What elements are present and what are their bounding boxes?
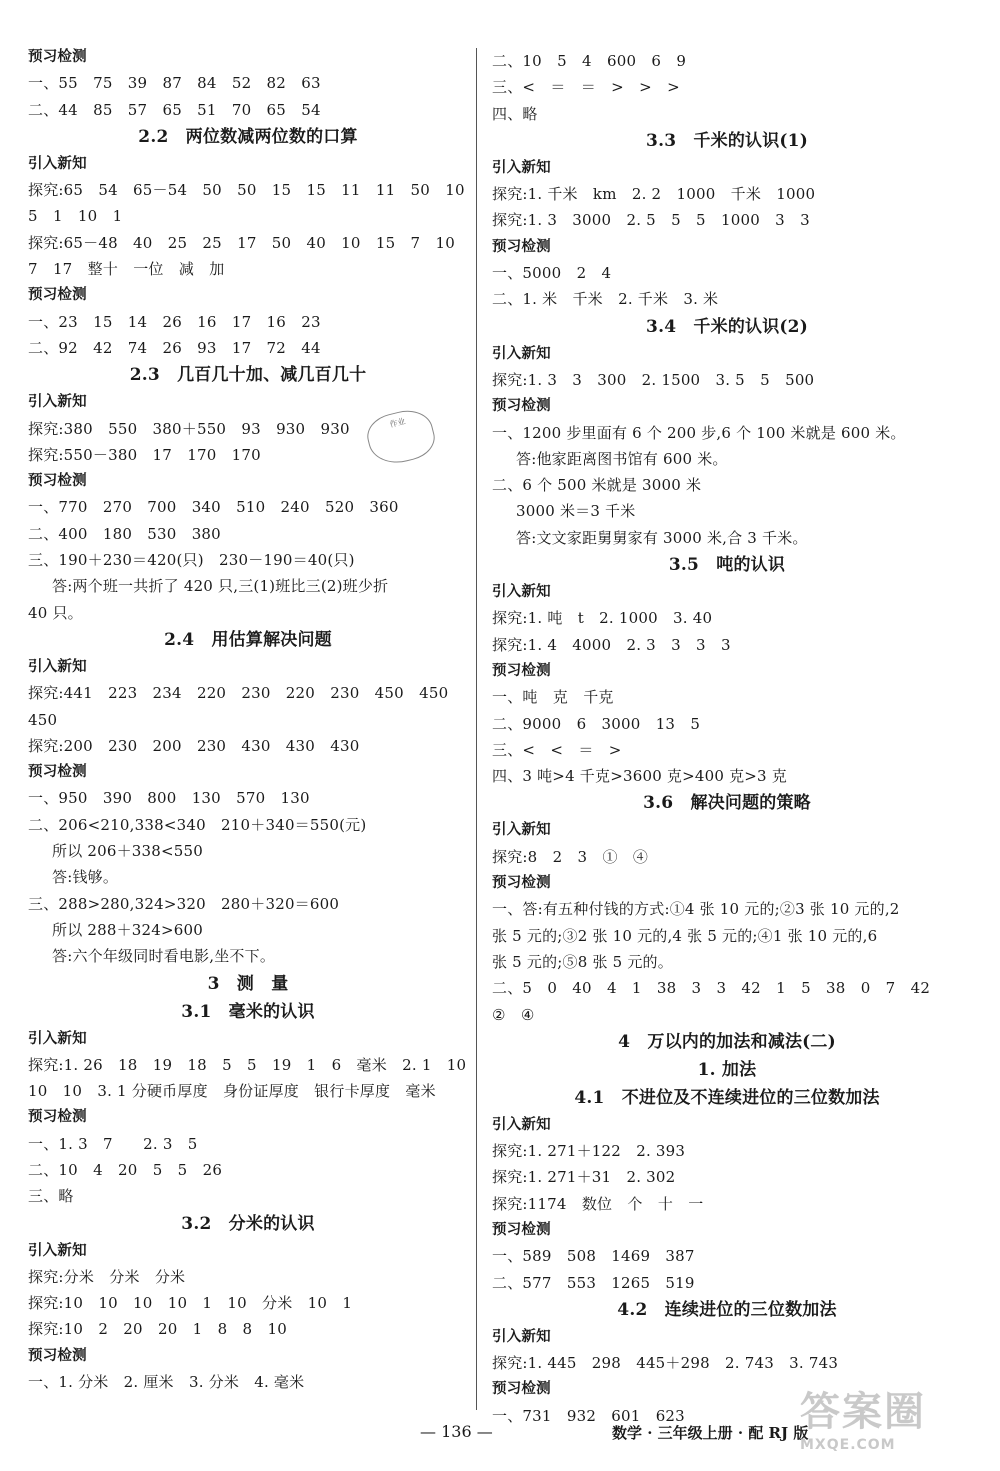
answer-line: 三、190＋230＝420(只) 230－190＝40(只) — [28, 551, 355, 570]
answer-line: 一、731 932 601 623 — [492, 1406, 685, 1425]
answer-line: 所以 288＋324>600 — [52, 920, 204, 939]
answer-line: 探究:65－48 40 25 25 17 50 40 10 15 7 10 — [28, 233, 455, 252]
answer-line: 一、23 15 14 26 16 17 16 23 — [28, 312, 321, 331]
answer-line: 答:钱够。 — [52, 868, 119, 887]
answer-line: 三、< < ＝ > — [492, 740, 622, 759]
section-title: 2.2 两位数减两位数的口算 — [138, 126, 358, 147]
answer-line: 二、9000 6 3000 13 5 — [492, 714, 701, 733]
section-title: 3 测 量 — [207, 973, 289, 994]
section-label: 预习检测 — [28, 1109, 87, 1126]
answer-line: 探究:1. 3 3000 2. 5 5 5 1000 3 3 — [492, 211, 810, 230]
answer-line: 答:文文家距舅舅家有 3000 米,合 3 千米。 — [516, 528, 808, 547]
answer-line: 探究:1. 271＋122 2. 393 — [492, 1142, 686, 1161]
answer-line: 一、1. 3 7 2. 3 5 — [28, 1134, 198, 1153]
answer-line: 一、答:有五种付钱的方式:①4 张 10 元的;②3 张 10 元的,2 — [492, 900, 900, 919]
answer-line: ② ④ — [492, 1005, 535, 1024]
section-label: 引入新知 — [492, 1328, 551, 1345]
answer-line: 一、55 75 39 87 84 52 82 63 — [28, 74, 321, 93]
answer-line: 5 1 10 1 — [28, 207, 123, 226]
answer-line: 一、950 390 800 130 570 130 — [28, 789, 310, 808]
section-title: 1. 加法 — [697, 1059, 757, 1080]
section-label: 引入新知 — [28, 1030, 87, 1047]
section-label: 预习检测 — [492, 662, 551, 679]
answer-line: 探究:1. 吨 t 2. 1000 3. 40 — [492, 609, 713, 628]
answer-line: 探究:10 10 10 10 1 10 分米 10 1 — [28, 1294, 353, 1313]
answer-line: 探究:380 550 380＋550 93 930 930 — [28, 419, 350, 438]
watermark-logo: 答案圈 — [800, 1389, 926, 1435]
answer-line: 三、288>280,324>320 280＋320＝600 — [28, 894, 340, 913]
answer-line: 张 5 元的;③2 张 10 元的,4 张 5 元的;④1 张 10 元的,6 — [492, 926, 878, 945]
section-label: 引入新知 — [28, 658, 87, 675]
answer-line: 二、10 5 4 600 6 9 — [492, 52, 687, 70]
answer-line: 答:两个班一共折了 420 只,三(1)班比三(2)班少折 — [52, 577, 389, 596]
answer-line: 一、589 508 1469 387 — [492, 1247, 695, 1266]
answer-line: 一、1200 步里面有 6 个 200 步,6 个 100 米就是 600 米。 — [492, 423, 906, 442]
answer-line: 三、< ＝ ＝ > > > — [492, 78, 680, 97]
section-label: 引入新知 — [492, 159, 551, 176]
answer-line: 3000 米＝3 千米 — [516, 502, 636, 521]
answer-line: 二、400 180 530 380 — [28, 524, 221, 543]
answer-line: 探究:550－380 17 170 170 — [28, 445, 261, 464]
section-label: 引入新知 — [492, 584, 551, 601]
answer-line: 10 10 3. 1 分硬币厚度 身份证厚度 银行卡厚度 毫米 — [28, 1082, 436, 1101]
section-label: 引入新知 — [28, 394, 87, 411]
answer-line: 7 17 整十 一位 减 加 — [28, 260, 225, 279]
section-title: 3.5 吨的认识 — [668, 555, 786, 576]
section-label: 引入新知 — [492, 1116, 551, 1133]
section-title: 3.4 千米的认识(2) — [646, 316, 808, 337]
section-label: 预习检测 — [492, 398, 551, 415]
section-label: 引入新知 — [28, 155, 87, 172]
book-info: 数学 · 三年级上册 · 配 RJ 版 — [612, 1424, 809, 1442]
section-label: 预习检测 — [28, 473, 87, 490]
answer-line: 450 — [28, 710, 58, 729]
section-label: 预习检测 — [28, 287, 87, 304]
page-number: — 136 — — [420, 1422, 493, 1441]
section-label: 预习检测 — [28, 764, 87, 781]
column-divider — [476, 48, 477, 1410]
section-label: 引入新知 — [28, 1242, 87, 1259]
answer-line: 二、5 0 40 4 1 38 3 3 42 1 5 38 0 7 42 — [492, 979, 931, 998]
answer-line: 探究:1. 千米 km 2. 2 1000 千米 1000 — [492, 185, 816, 204]
section-title: 4.2 连续进位的三位数加法 — [617, 1299, 837, 1320]
section-label: 预习检测 — [28, 49, 87, 65]
answer-line: 一、770 270 700 340 510 240 520 360 — [28, 498, 399, 517]
answer-line: 二、6 个 500 米就是 3000 米 — [492, 476, 702, 495]
answer-line: 二、206<210,338<340 210＋340＝550(元) — [28, 815, 367, 834]
answer-line: 二、1. 米 千米 2. 千米 3. 米 — [492, 290, 719, 309]
section-title: 2.3 几百几十加、减几百几十 — [129, 365, 367, 386]
answer-line: 探究:1. 26 18 19 18 5 5 19 1 6 毫米 2. 1 10 — [28, 1055, 467, 1074]
answer-line: 二、577 553 1265 519 — [492, 1273, 695, 1292]
answer-line: 探究:8 2 3 ① ④ — [492, 847, 649, 866]
answer-line: 探究:200 230 200 230 430 430 430 — [28, 736, 360, 755]
answer-line: 二、92 42 74 26 93 17 72 44 — [28, 338, 321, 357]
answer-line: 四、3 吨>4 千克>3600 克>400 克>3 克 — [492, 767, 787, 786]
right-column — [492, 48, 962, 1429]
answer-line: 四、略 — [492, 104, 538, 123]
answer-line: 探究:65 54 65－54 50 50 15 15 11 11 50 10 — [28, 181, 465, 200]
answer-line: 二、10 4 20 5 5 26 — [28, 1160, 223, 1179]
section-title: 4.1 不进位及不连续进位的三位数加法 — [574, 1087, 880, 1108]
answer-line: 所以 206＋338<550 — [52, 842, 204, 861]
section-title: 3.2 分米的认识 — [181, 1213, 315, 1234]
answer-line: 一、1. 分米 2. 厘米 3. 分米 4. 毫米 — [28, 1373, 305, 1392]
watermark-url: MXQE.COM — [800, 1437, 896, 1453]
answer-line: 探究:1. 271＋31 2. 302 — [492, 1168, 676, 1187]
answer-line: 张 5 元的;⑤8 张 5 元的。 — [492, 952, 673, 971]
section-label: 预习检测 — [28, 1347, 87, 1364]
answer-line: 三、略 — [28, 1187, 74, 1206]
left-column — [28, 44, 468, 1395]
answer-line: 探究:1. 4 4000 2. 3 3 3 3 — [492, 635, 731, 654]
section-title: 2.4 用估算解决问题 — [164, 629, 332, 650]
answer-line: 二、44 85 57 65 51 70 65 54 — [28, 100, 321, 119]
site-watermark — [800, 1380, 990, 1466]
answer-line: 探究:分米 分米 分米 — [28, 1267, 186, 1286]
answer-line: 探究:10 2 20 20 1 8 8 10 — [28, 1320, 287, 1339]
section-label: 预习检测 — [492, 1381, 551, 1398]
section-label: 引入新知 — [492, 822, 551, 839]
section-title: 4 万以内的加法和减法(二) — [618, 1031, 836, 1052]
section-title: 3.1 毫米的认识 — [181, 1001, 315, 1022]
answer-line: 40 只。 — [28, 603, 83, 622]
section-title: 3.3 千米的认识(1) — [646, 130, 808, 151]
section-label: 预习检测 — [492, 875, 551, 892]
answer-line: 答:六个年级同时看电影,坐不下。 — [52, 947, 276, 966]
answer-line: 一、吨 克 千克 — [492, 688, 614, 707]
stamp-text: 作业 — [388, 416, 407, 430]
answer-line: 探究:1. 445 298 445＋298 2. 743 3. 743 — [492, 1354, 839, 1373]
answer-line: 探究:1174 数位 个 十 一 — [492, 1194, 704, 1213]
answer-line: 答:他家距离图书馆有 600 米。 — [516, 449, 728, 468]
answer-line: 探究:1. 3 3 300 2. 1500 3. 5 5 500 — [492, 370, 815, 389]
answer-line: 一、5000 2 4 — [492, 264, 612, 283]
section-label: 引入新知 — [492, 345, 551, 362]
section-title: 3.6 解决问题的策略 — [643, 793, 811, 814]
answer-line: 探究:441 223 234 220 230 220 230 450 450 — [28, 684, 449, 703]
section-label: 预习检测 — [492, 238, 551, 255]
section-label: 预习检测 — [492, 1221, 551, 1238]
